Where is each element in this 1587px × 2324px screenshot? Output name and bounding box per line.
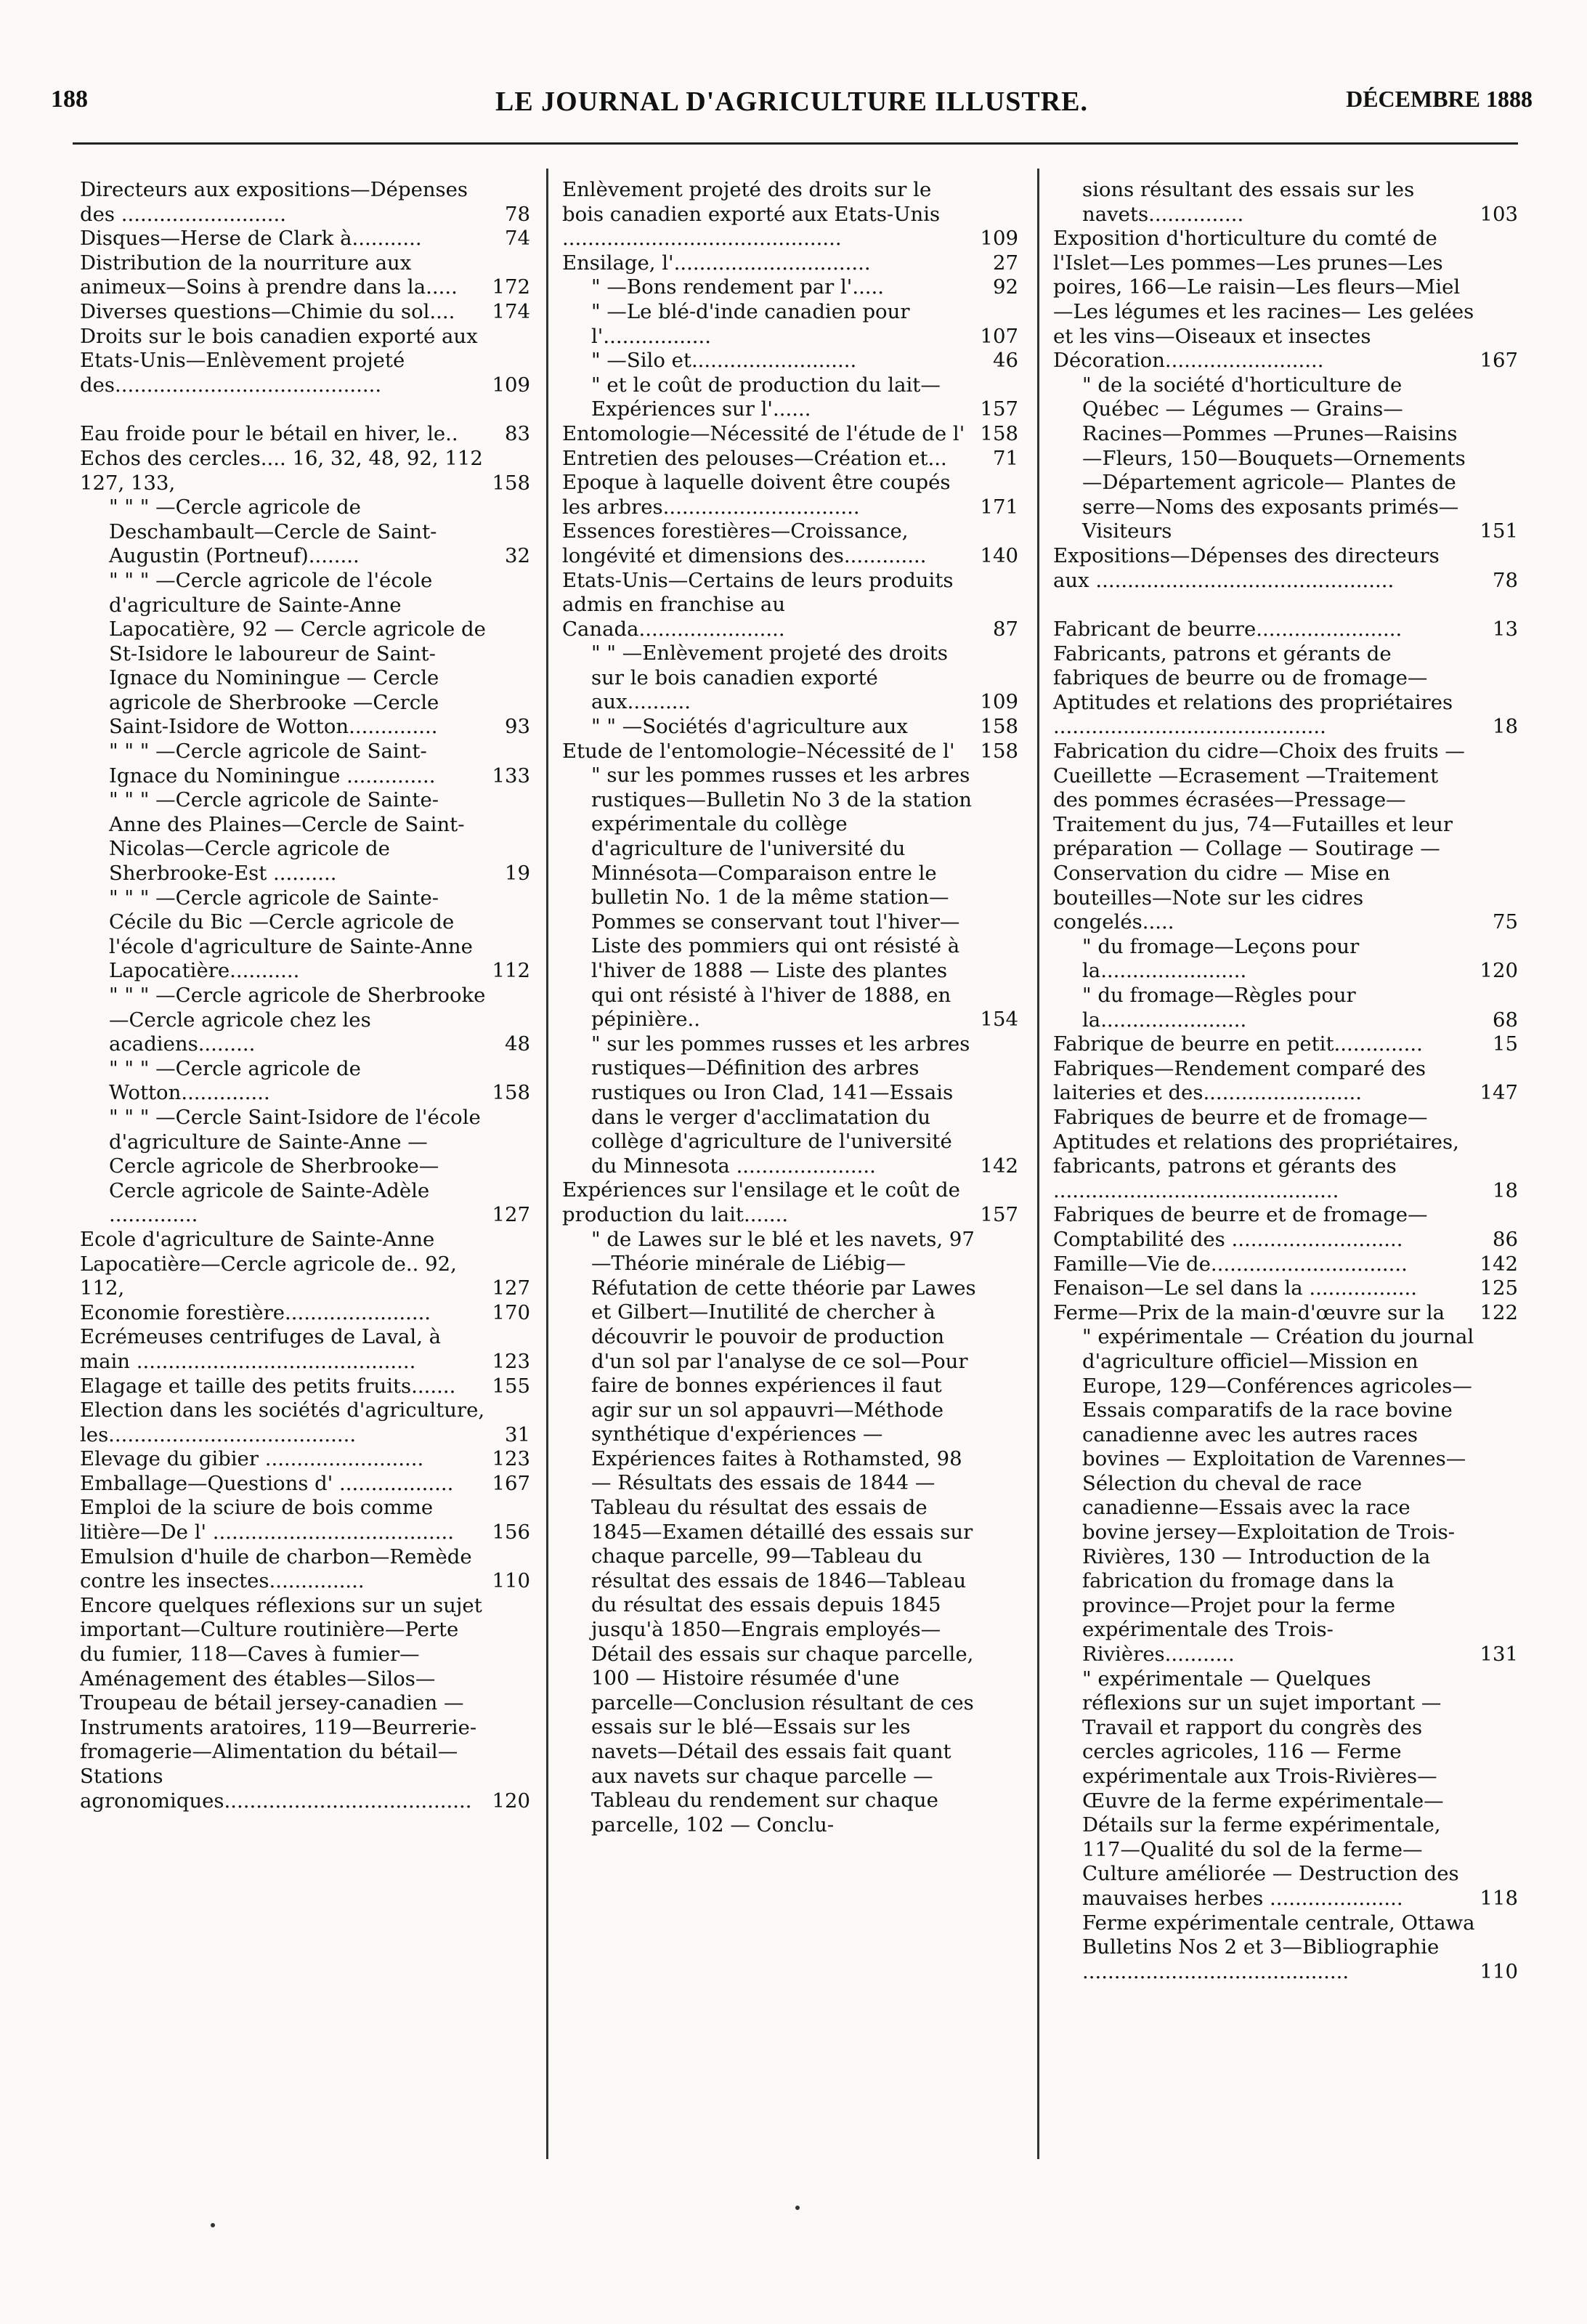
index-entry	[591, 1032, 1018, 1179]
entry-text: " " " —Cercle agricole de Sherbrooke—Cercle agricole chez les acadiens.........	[109, 984, 486, 1056]
index-entry	[591, 641, 1018, 715]
page-header	[51, 86, 1533, 122]
entry-text: Etude de l'entomologie–Nécessité de l'	[562, 739, 955, 763]
index-entry	[80, 1325, 530, 1374]
entry-gap	[80, 397, 530, 422]
entry-page-number: 158	[492, 1081, 530, 1105]
entry-text: Epoque à laquelle doivent être coupés les arbres...............................	[562, 471, 951, 519]
index-entry	[80, 1374, 530, 1399]
entry-page-number: 109	[492, 373, 530, 397]
entry-page-number: 123	[492, 1349, 530, 1373]
column-divider-2	[1037, 169, 1039, 2159]
entry-page-number: 15	[1493, 1032, 1518, 1056]
entry-page-number: 167	[1480, 349, 1518, 373]
entry-text: " —Silo et..........................	[591, 349, 857, 373]
entry-page-number: 151	[1480, 519, 1518, 543]
entry-page-number: 78	[505, 202, 530, 226]
entry-page-number: 110	[492, 1569, 530, 1593]
index-entry	[1082, 1325, 1518, 1667]
entry-page-number: 127	[492, 1203, 530, 1227]
index-entry	[80, 300, 530, 325]
entry-text: Fabrication du cidre—Choix des fruits —Cueillette —Ecrasement —Traitement des pommes écrasées—Pressage—Traitement du jus, 74—Futailles et leur préparation — Collage — Soutirage — Conservation du cidre — Mise en bouteilles—Note sur les cidres congelés.....	[1053, 740, 1465, 934]
index-entry	[80, 1228, 530, 1301]
index-entry	[591, 715, 1018, 740]
entry-page-number: 112	[492, 959, 530, 983]
entry-text: Ecole d'agriculture de Sainte-Anne Lapocatière—Cercle agricole de.. 92, 112,	[80, 1227, 457, 1300]
index-entry	[1053, 1032, 1518, 1057]
entry-text: " " —Sociétés d'agriculture aux	[591, 715, 908, 739]
entry-page-number: 120	[1480, 959, 1518, 983]
entry-text: Directeurs aux expositions—Dépenses des ..........................	[80, 178, 468, 226]
entry-text: " sur les pommes russes et les arbres rustiques—Définition des arbres rustiques ou Iron Clad, 141—Essais dans le verger d'acclimatation du collège d'agriculture de l'université du Minnesota ......................	[591, 1032, 970, 1178]
entry-page-number: 48	[505, 1032, 530, 1056]
index-entry	[80, 1496, 530, 1544]
index-entry	[1082, 178, 1518, 227]
entry-text: " de la société d'horticulture de Québec — Légumes — Grains—Racines—Pommes —Prunes—Raisins—Fleurs, 150—Bouquets—Ornements —Département agricole— Plantes de serre—Noms des exposants primés—Visiteurs	[1082, 373, 1466, 543]
index-entry	[80, 1447, 530, 1472]
entry-text: Ferme—Prix de la main-d'œuvre sur la	[1053, 1300, 1445, 1324]
entry-text: " " " —Cercle agricole de Deschambault—Cercle de Saint-Augustin (Portneuf)........	[109, 495, 437, 568]
index-entry	[109, 1057, 530, 1106]
entry-page-number: 157	[980, 1202, 1018, 1226]
index-entry	[80, 1594, 530, 1813]
index-entry	[80, 178, 530, 227]
entry-page-number: 75	[1493, 910, 1518, 934]
entry-page-number: 133	[492, 764, 530, 788]
footer-dot	[211, 2223, 215, 2227]
entry-text: Fenaison—Le sel dans la .................	[1053, 1276, 1417, 1300]
index-entry	[562, 471, 1018, 519]
entry-text: Etats-Unis—Certains de leurs produits admis en franchise au Canada.......................	[562, 568, 954, 641]
entry-text: Fabricant de beurre.......................	[1053, 618, 1403, 641]
index-column-1	[80, 178, 530, 1813]
entry-text: Economie forestière.......................	[80, 1300, 431, 1324]
entry-text: Ecrémeuses centrifuges de Laval, à main ............................................	[80, 1325, 442, 1373]
entry-text: " " " —Cercle agricole de Wotton..............	[109, 1056, 361, 1105]
index-entry	[109, 984, 530, 1057]
index-entry	[591, 349, 1018, 373]
index-entry	[562, 1178, 1018, 1227]
entry-page-number: 18	[1493, 715, 1518, 739]
entry-page-number: 127	[492, 1276, 530, 1300]
index-entry	[80, 1301, 530, 1326]
index-entry	[80, 227, 530, 251]
entry-page-number: 27	[993, 251, 1018, 275]
entry-text: Ferme expérimentale centrale, Ottawa Bulletins Nos 2 et 3—Bibliographie ..........................................	[1082, 1911, 1475, 1983]
entry-page-number: 120	[492, 1789, 530, 1813]
column-divider-1	[546, 169, 548, 2159]
entry-page-number: 157	[980, 397, 1018, 421]
footer-dot	[795, 2206, 800, 2210]
entry-page-number: 103	[1480, 202, 1518, 226]
entry-page-number: 174	[492, 299, 530, 323]
entry-text: Fabricants, patrons et gérants de fabriques de beurre ou de fromage—Aptitudes et relations des propriétaires ...........................................	[1053, 641, 1453, 739]
entry-text: " et le coût de production du lait—Expériences sur l'......	[591, 373, 941, 421]
entry-text: Election dans les sociétés d'agriculture, les.......................................	[80, 1398, 485, 1446]
entry-page-number: 125	[1480, 1276, 1518, 1300]
entry-page-number: 142	[1480, 1252, 1518, 1276]
entry-text: " " —Enlèvement projeté des droits sur le bois canadien exporté aux..........	[591, 641, 948, 714]
index-entry	[1082, 984, 1518, 1032]
index-entry	[80, 1472, 530, 1497]
entry-text: Emulsion d'huile de charbon—Remède contre les insectes...............	[80, 1544, 472, 1593]
entry-page-number: 93	[505, 715, 530, 739]
entry-page-number: 122	[1480, 1300, 1518, 1324]
entry-page-number: 31	[505, 1422, 530, 1446]
index-entry	[562, 569, 1018, 642]
entry-text: Encore quelques réflexions sur un sujet important—Culture routinière—Perte du fumier, 118—Caves à fumier—Aménagement des étables—Silos—Troupeau de bétail jersey-canadien — Instruments aratoires, 119—Beurrerie-fromagerie—Alimentation du bétail—Stations agronomiques.......................................	[80, 1593, 482, 1813]
index-entry	[591, 373, 1018, 422]
index-entry	[80, 1545, 530, 1594]
entry-text: Echos des cercles.... 16, 32, 48, 92, 112 127, 133,	[80, 446, 483, 495]
entry-text: Entomologie—Nécessité de l'étude de l'	[562, 421, 965, 445]
entry-page-number: 32	[505, 544, 530, 568]
entry-text: " " " —Cercle agricole de Sainte-Cécile du Bic —Cercle agricole de l'école d'agriculture de Sainte-Anne Lapocatière...........	[109, 886, 473, 983]
page-number: 188	[51, 86, 88, 113]
index-entry	[1053, 544, 1518, 593]
index-entry	[1053, 1057, 1518, 1106]
entry-text: " du fromage—Règles pour la.......................	[1082, 984, 1356, 1032]
entry-page-number: 158	[492, 471, 530, 495]
entry-page-number: 92	[993, 275, 1018, 299]
index-column-2	[562, 178, 1018, 1837]
entry-text: Fabriques—Rendement comparé des laiteries et des.........................	[1053, 1056, 1426, 1105]
entry-text: " expérimentale — Quelques réflexions sur un sujet important —Travail et rapport du congrès des cercles agricoles, 116 — Ferme expérimentale aux Trois-Rivières—Œuvre de la ferme expérimentale—Détails sur la ferme expérimentale, 117—Qualité du sol de la ferme—Culture améliorée — Destruction des mauvaises herbes .....................	[1082, 1667, 1459, 1910]
index-entry	[109, 1106, 530, 1228]
index-entry	[109, 495, 530, 569]
entry-page-number: 13	[1493, 618, 1518, 641]
entry-page-number: 19	[505, 862, 530, 886]
index-entry	[1053, 1276, 1518, 1301]
header-rule	[73, 142, 1518, 145]
index-entry	[591, 1228, 1018, 1838]
index-entry	[109, 886, 530, 984]
index-entry	[109, 740, 530, 788]
entry-page-number: 158	[980, 421, 1018, 445]
entry-page-number: 83	[505, 422, 530, 446]
entry-text: " " " —Cercle agricole de Saint-Ignace du Nominingue ..............	[109, 740, 436, 788]
index-entry	[591, 300, 1018, 349]
index-entry	[1053, 1301, 1518, 1326]
entry-text: Fabriques de beurre et de fromage—Comptabilité des ...........................	[1053, 1203, 1428, 1251]
index-entry	[1082, 1667, 1518, 1911]
entry-page-number: 74	[505, 227, 530, 251]
entry-page-number: 172	[492, 275, 530, 299]
entry-page-number: 167	[492, 1471, 530, 1495]
index-entry	[80, 1398, 530, 1447]
entry-page-number: 87	[993, 617, 1018, 641]
entry-page-number: 78	[1493, 568, 1518, 592]
entry-page-number: 147	[1480, 1081, 1518, 1105]
entry-page-number: 18	[1493, 1178, 1518, 1202]
index-entry	[1053, 740, 1518, 935]
entry-text: Exposition d'horticulture du comté de l'Islet—Les pommes—Les prunes—Les poires, 166—Le raisin—Les fleurs—Miel —Les légumes et les racines— Les gelées et les vins—Oiseaux et insectes Décoration.........................	[1053, 227, 1474, 373]
index-entry	[1053, 1252, 1518, 1277]
entry-text: Disques—Herse de Clark à...........	[80, 227, 422, 251]
entry-text: " " " —Cercle agricole de l'école d'agriculture de Sainte-Anne Lapocatière, 92 — Cercle agricole de St-Isidore le laboureur de Saint-Ignace du Nominingue — Cercle agricole de Sherbrooke —Cercle Saint-Isidore de Wotton..............	[109, 568, 486, 739]
entry-page-number: 68	[1493, 1008, 1518, 1032]
entry-text: " expérimentale — Création du journal d'agriculture officiel—Mission en Europe, 129—Conférences agricoles—Essais comparatifs de la race bovine canadienne avec les autres races bovines — Exploitation de Varennes—Sélection du cheval de race canadienne—Essais avec la race bovine jersey—Exploitation de Trois-Rivières, 130 — Introduction de la fabrication du fromage dans la province—Projet pour la ferme expérimentale des Trois-Rivières...........	[1082, 1325, 1474, 1667]
journal-title: LE JOURNAL D'AGRICULTURE ILLUSTRE.	[495, 86, 1088, 117]
index-entry	[1053, 618, 1518, 642]
index-entry	[1082, 373, 1518, 544]
entry-page-number: 110	[1480, 1959, 1518, 1983]
entry-text: sions résultant des essais sur les navets...............	[1082, 178, 1415, 226]
entry-text: Emballage—Questions d' ..................	[80, 1471, 454, 1495]
entry-text: Elevage du gibier .........................	[80, 1447, 424, 1471]
entry-text: Eau froide pour le bétail en hiver, le..	[80, 422, 458, 446]
index-entry	[562, 178, 1018, 251]
index-entry	[1082, 1911, 1518, 1985]
entry-text: Ensilage, l'...............................	[562, 251, 871, 275]
entry-text: Expériences sur l'ensilage et le coût de production du lait.......	[562, 1178, 960, 1226]
entry-text: Distribution de la nourriture aux animeux—Soins à prendre dans la.....	[80, 251, 458, 299]
entry-text: " sur les pommes russes et les arbres rustiques—Bulletin No 3 de la station expérimentale du collège d'agriculture de l'université du Minnésota—Comparaison entre le bulletin No. 1 de la même station— Pommes se conservant tout l'hiver—Liste des pommiers qui ont résisté à l'hiver de 1888 — Liste des plantes qui ont résisté à l'hiver de 1888, en pépinière..	[591, 764, 972, 1032]
entry-gap	[1053, 593, 1518, 618]
entry-page-number: 158	[980, 739, 1018, 763]
index-entry	[1053, 227, 1518, 373]
entry-text: " du fromage—Leçons pour la.......................	[1082, 934, 1360, 983]
entry-page-number: 156	[492, 1521, 530, 1544]
entry-text: Emploi de la sciure de bois comme litière—De l' ......................................	[80, 1496, 454, 1544]
entry-page-number: 86	[1493, 1227, 1518, 1251]
entry-page-number: 123	[492, 1447, 530, 1471]
entry-text: " " " —Cercle agricole de Sainte-Anne des Plaines—Cercle de Saint-Nicolas—Cercle agricole de Sherbrooke-Est ..........	[109, 788, 465, 886]
entry-text: " de Lawes sur le blé et les navets, 97—Théorie minérale de Liébig—Réfutation de cette théorie par Lawes et Gilbert—Inutilité de chercher à découvrir le pouvoir de production d'un sol par l'analyse de ce sol—Pour faire de bonnes expériences il faut agir sur un sol appauvri—Méthode synthétique d'expériences — Expériences faites à Rothamsted, 98 — Résultats des essais de 1844 —Tableau du résultat des essais de 1845—Examen détaillé des essais sur chaque parcelle, 99—Tableau du résultat des essais de 1846—Tableau du résultat des essais depuis 1845 jusqu'à 1850—Engrais employés—Détail des essais sur chaque parcelle, 100 — Histoire résumée d'une parcelle—Conclusion résultant de ces essais sur le blé—Essais sur les navets—Détail des essais fait quant aux navets sur chaque parcelle — Tableau du rendement sur chaque parcelle, 102 — Conclu-	[591, 1227, 976, 1837]
entry-text: Fabrique de beurre en petit..............	[1053, 1032, 1423, 1056]
index-entry	[1053, 1106, 1518, 1203]
index-entry	[591, 275, 1018, 300]
entry-text: " " " —Cercle Saint-Isidore de l'école d'agriculture de Sainte-Anne —Cercle agricole de Sherbrooke—Cercle agricole de Sainte-Adèle ..............	[109, 1105, 481, 1227]
entry-page-number: 46	[993, 349, 1018, 373]
index-entry	[80, 447, 530, 495]
index-entry	[80, 422, 530, 447]
entry-page-number: 155	[492, 1374, 530, 1398]
index-entry	[562, 740, 1018, 764]
entry-page-number: 170	[492, 1300, 530, 1324]
index-entry	[80, 251, 530, 300]
entry-page-number: 131	[1480, 1643, 1518, 1667]
entry-text: Expositions—Dépenses des directeurs aux ...............................................	[1053, 543, 1440, 592]
index-entry	[1082, 935, 1518, 984]
index-entry	[1053, 642, 1518, 740]
entry-page-number: 109	[980, 227, 1018, 251]
entry-page-number: 107	[980, 324, 1018, 348]
entry-page-number: 142	[980, 1154, 1018, 1178]
index-entry	[80, 325, 530, 398]
entry-text: " —Le blé-d'inde canadien pour l'.................	[591, 299, 910, 348]
index-entry	[591, 764, 1018, 1032]
index-entry	[1053, 1203, 1518, 1252]
index-entry	[562, 447, 1018, 471]
entry-text: Droits sur le bois canadien exporté aux Etats-Unis—Enlèvement projeté des..........................................	[80, 324, 478, 397]
entry-page-number: 109	[980, 690, 1018, 714]
entry-text: Fabriques de beurre et de fromage—Aptitudes et relations des propriétaires, fabricants, patrons et gérants des .............................................	[1053, 1105, 1459, 1202]
index-entry	[562, 251, 1018, 276]
index-entry	[562, 422, 1018, 447]
index-entry	[109, 788, 530, 886]
entry-text: Elagage et taille des petits fruits.......	[80, 1374, 456, 1398]
entry-page-number: 118	[1480, 1886, 1518, 1910]
entry-page-number: 158	[980, 715, 1018, 739]
index-entry	[562, 519, 1018, 568]
entry-page-number: 140	[980, 543, 1018, 567]
entry-text: Famille—Vie de...............................	[1053, 1252, 1408, 1276]
issue-date: DÉCEMBRE 1888	[1346, 86, 1533, 112]
entry-text: Enlèvement projeté des droits sur le bois canadien exporté aux Etats-Unis ............................................	[562, 178, 941, 251]
entry-page-number: 71	[993, 446, 1018, 470]
entry-page-number: 171	[980, 495, 1018, 519]
entry-text: Entretien des pelouses—Création et...	[562, 446, 947, 470]
entry-text: Essences forestières—Croissance, longévité et dimensions des.............	[562, 519, 927, 567]
index-entry	[109, 569, 530, 740]
index-column-3	[1053, 178, 1518, 1984]
entry-text: Diverses questions—Chimie du sol....	[80, 299, 455, 323]
entry-text: " —Bons rendement par l'.....	[591, 275, 885, 299]
entry-page-number: 154	[980, 1008, 1018, 1032]
